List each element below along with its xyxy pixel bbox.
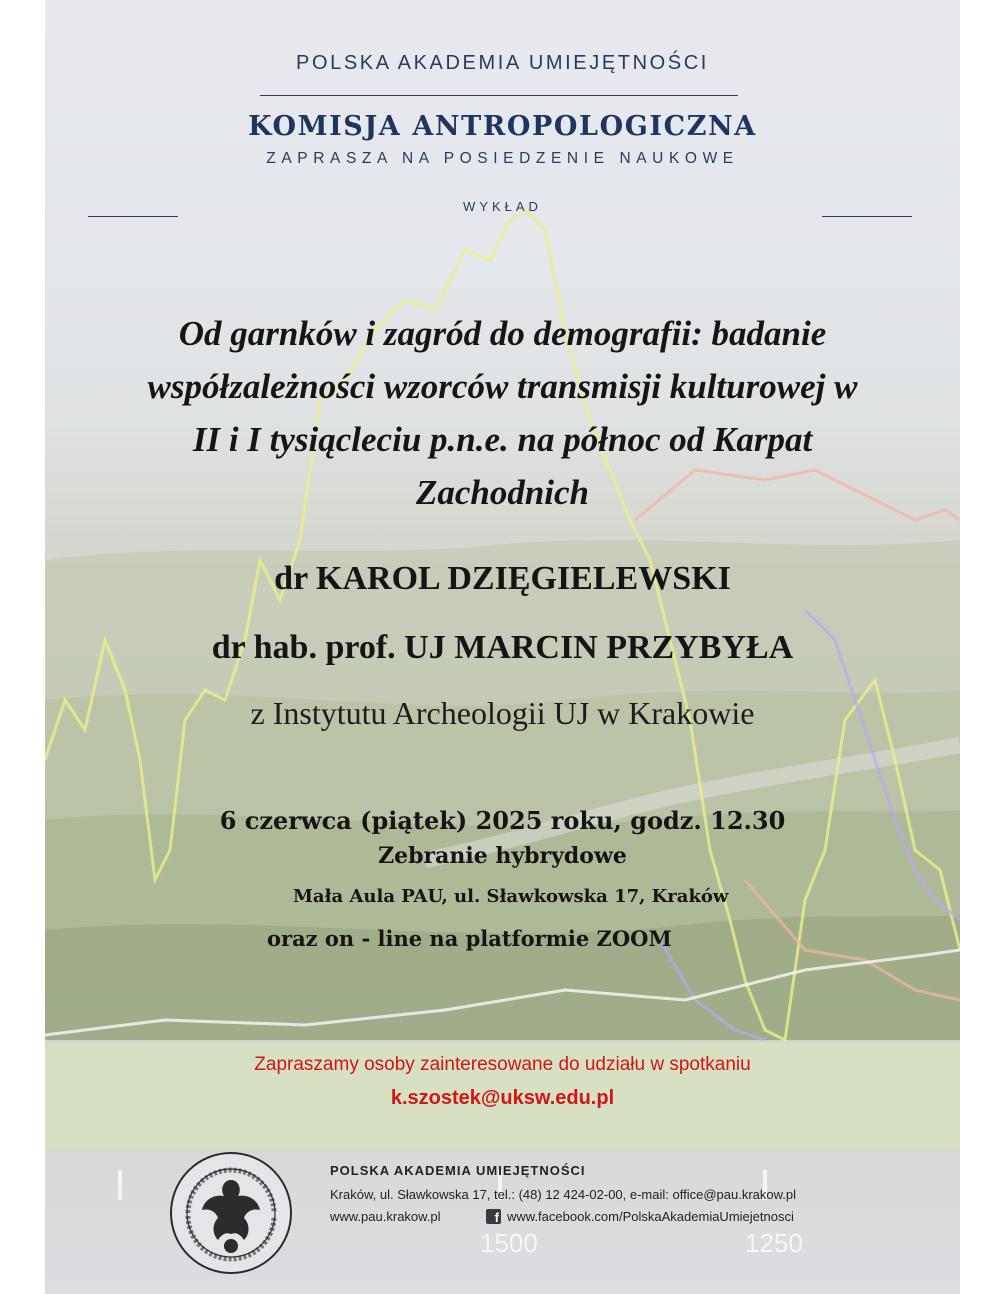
contact-email-link[interactable]: k.szostek@uksw.edu.pl [390, 1087, 615, 1109]
lecture-title-line: II i I tysiącleciu p.n.e. na północ od Karpat [192, 420, 813, 459]
lecture-title [75, 307, 930, 519]
event-date: 6 czerwca (piątek) 2025 roku, godz. 12.30 [219, 806, 786, 835]
event-online: oraz on - line na platformie ZOOM [267, 926, 672, 951]
header-invites: ZAPRASZA NA POSIEDZENIE NAUKOWE [266, 150, 739, 167]
background-tick-label: 1500 [480, 1228, 538, 1258]
facebook-icon: f [486, 1209, 501, 1224]
divider-left [88, 216, 178, 217]
footer-website-link[interactable]: www.pau.krakow.pl [330, 1209, 441, 1224]
lecture-type: WYKŁAD [463, 199, 542, 214]
footer-org: POLSKA AKADEMIA UMIEJĘTNOŚCI [330, 1163, 586, 1178]
poster [45, 0, 960, 1294]
background-tick-label: 1250 [745, 1228, 803, 1258]
header-commission: KOMISJA ANTROPOLOGICZNA [248, 111, 757, 142]
pau-seal-icon [168, 1150, 294, 1276]
event-venue: Mała Aula PAU, ul. Sławkowska 17, Kraków [293, 886, 729, 907]
footer-facebook-link[interactable]: www.facebook.com/PolskaAkademiaUmiejetnosci [507, 1209, 794, 1224]
header-org: POLSKA AKADEMIA UMIEJĘTNOŚCI [296, 52, 709, 74]
invitation-text: Zapraszamy osoby zainteresowane do udziału w spotkaniu [254, 1054, 751, 1075]
lecture-title-line: Od garnków i zagród do demografii: badanie [178, 314, 827, 353]
footer-address: Kraków, ul. Sławkowska 17, tel.: (48) 12 424-02-00, e-mail: office@pau.krakow.pl [330, 1187, 797, 1202]
lecture-title-line: Zachodnich [415, 473, 590, 512]
speaker-name: dr KAROL DZIĘGIELEWSKI [274, 560, 731, 597]
event-format: Zebranie hybrydowe [378, 843, 627, 869]
header-divider [260, 95, 738, 96]
lecture-title-line: współzależności wzorców transmisji kulturowej w [147, 367, 858, 406]
speaker-name: dr hab. prof. UJ MARCIN PRZYBYŁA [211, 629, 794, 666]
divider-right [822, 216, 912, 217]
speaker-affiliation: z Instytutu Archeologii UJ w Krakowie [250, 695, 755, 731]
